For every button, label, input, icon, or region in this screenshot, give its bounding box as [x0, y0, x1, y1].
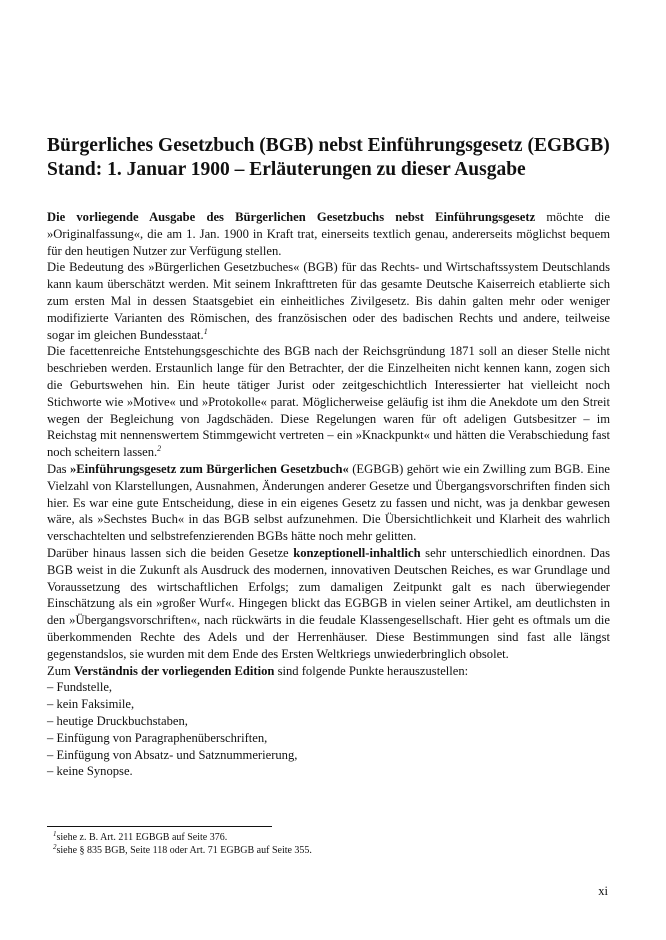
paragraph-egbgb-bold: »Einführungsgesetz zum Bürgerlichen Gesetzbuch«: [69, 461, 349, 476]
paragraph-concept-text: sehr unterschiedlich einordnen. Das BGB weist in die Zukunft als Ausdruck des modernen, innovativen Deutschen Reiches, es war Grundlage und Voraussetzung des wirtschaftlichen Erfolgs; zum damaligen Zeitpunkt galt es nach überwiegender Einschätzung als ein »großer Wurf«. Hingegen blickt das EGBGB in vielen seiner Artikel, am deutlichsten in den »Übergangsvorschriften«, nach rückwärts in die feudale Klassengesellschaft. Hier geht es oftmals um die überkommenden Rechte des Adels und der Herrenhäuser. Diese Bestimmungen sind fast alle längst gegenstandslos, sie wurden mit dem Ende des Ersten Weltkriegs unwiederbringlich obsolet.: [47, 545, 610, 661]
paragraph-intro: [47, 209, 610, 259]
paragraph-concept-bold: konzeptionell-inhaltlich: [293, 545, 421, 560]
paragraph-edition-text: sind folgende Punkte herauszustellen:: [274, 663, 469, 678]
paragraph-egbgb: [47, 461, 610, 545]
footnote-mark: 2: [53, 843, 57, 851]
footnote-ref-1[interactable]: 1: [203, 326, 208, 336]
footnote-mark: 1: [53, 830, 57, 838]
footnotes: [47, 826, 610, 857]
title-line-2: Stand: 1. Januar 1900 – Erläuterungen zu dieser Ausgabe: [47, 159, 526, 180]
footnote-ref-2[interactable]: 2: [157, 444, 162, 454]
list-item: – Einfügung von Paragraphenüberschriften,: [47, 730, 268, 745]
paragraph-history: [47, 343, 610, 461]
title-line-1: Bürgerliches Gesetzbuch (BGB) nebst Einführungsgesetz (EGBGB): [47, 135, 610, 156]
paragraph-egbgb-pre: Das: [47, 461, 70, 476]
paragraph-egbgb-text: (EGBGB) gehört wie ein Zwilling zum BGB. Eine Vielzahl von Klarstellungen, Ausnahmen, Änderungen anderer Gesetze und Übergangsvorschriften finden sich hier. Es war eine gute Entscheidung, diese in ein eigenes Gesetz zu fassen und nicht, was ja denkbar gewesen wäre, als »Sechstes Buch« in das BGB selbst aufzunehmen. Die Übersichtlichkeit und Klarheit des wahrlich verschachtelten und selbstrefenzierenden BGBs hätte noch mehr gelitten.: [47, 461, 611, 544]
list-item: – heutige Druckbuchstaben,: [47, 713, 188, 728]
list-item: – Fundstelle,: [47, 680, 113, 695]
footnote-2: [47, 844, 610, 857]
paragraph-edition-bold: Verständnis der vorliegenden Edition: [73, 663, 275, 678]
paragraph-significance-text: Die Bedeutung des »Bürgerlichen Gesetzbuches« (BGB) für das Rechts- und Wirtschaftssystem Deutschlands kann kaum überschätzt werden. Mit seinem Inkrafttreten für das gesamte Deutsche Kaiserreich etablierte sich zum ersten Mal in dessen Staatsgebiet ein einheitliches Zivilgesetz. Bis dahin galten mehr oder weniger modifizierte Varianten des Römischen, des französischen oder des badischen Rechts und andere, teilweise sogar im gleichen Bundesstaat.: [47, 260, 610, 342]
body-text: [47, 209, 610, 780]
paragraph-intro-text: möchte die »Originalfassung«, die am 1. Jan. 1900 in Kraft trat, einerseits textlich genau, andererseits möglichst bequem für den heutigen Nutzer zur Verfügung stellen.: [47, 210, 610, 258]
page-title: [47, 134, 627, 182]
paragraph-edition-pre: Zum: [47, 663, 74, 678]
paragraph-edition: [47, 663, 610, 680]
footnote-divider: [47, 826, 272, 827]
paragraph-significance: [47, 259, 610, 343]
paragraph-concept-pre: Darüber hinaus lassen sich die beiden Gesetze: [47, 545, 294, 560]
list-item: – keine Synopse.: [47, 764, 133, 779]
paragraph-intro-bold: Die vorliegende Ausgabe des Bürgerlichen Gesetzbuchs nebst Einführungsgesetz: [47, 210, 536, 224]
footnote-text: siehe z. B. Art. 211 EGBGB auf Seite 376.: [56, 832, 228, 843]
list-item: – kein Faksimile,: [47, 697, 135, 712]
edition-points-list: [47, 679, 610, 780]
paragraph-history-text: Die facettenreiche Entstehungsgeschichte des BGB nach der Reichsgründung 1871 soll an dieser Stelle nicht beschrieben werden. Erstaunlich lange für den Betrachter, der die Einzelheiten nicht kennen kann, zogen sich die Geburtswehen hin. Ein heute tätiger Jurist oder zeitgeschichtlich Interessierter hat vielleicht noch Stichworte wie »Motive« und »Protokolle« parat. Möglicherweise geläufig ist ihm die Anekdote um den Streit wegen der Begleichung von Jagdschäden. Diese Regelungen waren für oft adeligen Gutsbesitzer – im Reichstag mit nennenswertem Stimmgewicht vertreten – ein »Knackpunkt« und hätten die Verabschiedung fast noch scheitern lassen.: [47, 344, 610, 460]
paragraph-concept: [47, 545, 610, 663]
footnote-text: siehe § 835 BGB, Seite 118 oder Art. 71 EGBGB auf Seite 355.: [56, 845, 312, 856]
page-number: xi: [598, 884, 608, 898]
list-item: – Einfügung von Absatz- und Satznummerierung,: [47, 747, 298, 762]
footnote-1: [47, 831, 610, 844]
